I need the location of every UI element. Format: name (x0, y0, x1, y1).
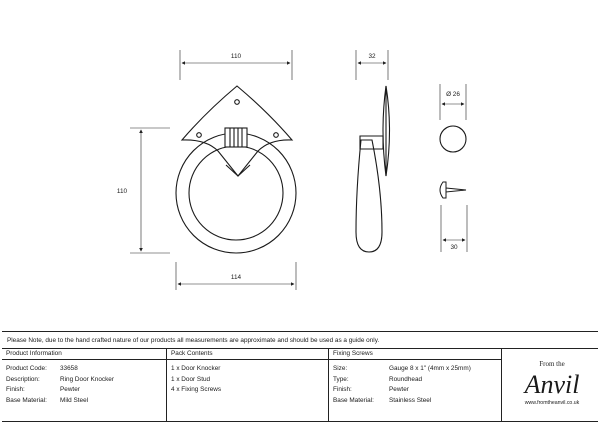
spec-value: Gauge 8 x 1" (4mm x 25mm) (389, 365, 471, 372)
side-view (356, 86, 390, 252)
spec-label: Finish: (333, 386, 352, 393)
spec-label: Product Code: (6, 365, 47, 372)
pack-contents-section (167, 349, 329, 421)
logo-url: www.fromtheanvil.co.uk (524, 400, 580, 406)
dim-stud-diameter: Ø 26 (446, 91, 460, 98)
anvil-logo (502, 349, 598, 422)
spec-value: Mild Steel (60, 396, 89, 404)
pack-item: 4 x Fixing Screws (171, 386, 222, 393)
spec-label: Type: (333, 375, 349, 383)
pack-item: 1 x Door Knocker (171, 365, 221, 372)
fixing-screws-section (329, 349, 502, 421)
dim-width-top: 110 (230, 53, 242, 60)
ring-inner (189, 146, 283, 240)
spec-value: Stainless Steel (389, 396, 432, 404)
spec-row (333, 364, 501, 375)
spec-row (6, 375, 166, 386)
spec-value: 33658 (60, 365, 78, 372)
pack-item: 1 x Door Stud (171, 375, 211, 383)
section-heading: Pack Contents (167, 349, 328, 360)
fixing-screw (440, 182, 466, 198)
side-collar (360, 136, 383, 149)
spec-row (333, 375, 501, 386)
spec-row (6, 364, 166, 375)
spec-label: Finish: (6, 386, 25, 393)
spec-row (333, 396, 501, 407)
product-information-section (2, 349, 167, 421)
spec-label: Description: (6, 375, 40, 383)
side-ring (356, 140, 382, 252)
spec-row (6, 396, 166, 407)
section-heading: Fixing Screws (329, 349, 501, 360)
spec-value: Ring Door Knocker (60, 375, 114, 383)
dim-depth: 32 (368, 53, 376, 60)
dim-screw-length: 30 (450, 244, 458, 251)
specification-table (2, 349, 598, 422)
logo-from-the: From the (539, 360, 565, 368)
section-heading: Product Information (2, 349, 166, 360)
spec-label: Base Material: (333, 396, 374, 404)
stud-dimensions (440, 84, 466, 120)
door-stud (440, 126, 466, 152)
spec-label: Base Material: (6, 396, 47, 404)
ring-collar (225, 128, 247, 147)
spec-value: Pewter (60, 386, 80, 393)
disclaimer-note: Please Note, due to the hand crafted nature of our products all measurements are approximate and should be used as a guide only. (2, 331, 598, 349)
spec-value: Roundhead (389, 375, 423, 383)
logo-wordmark: Anvil (524, 370, 580, 399)
ring-outer (176, 133, 296, 253)
front-view (176, 86, 296, 253)
spec-row (6, 385, 166, 396)
dim-height-left: 110 (116, 188, 128, 195)
spec-row (333, 385, 501, 396)
front-dimensions (130, 50, 296, 290)
spec-value: Pewter (389, 386, 409, 393)
dim-width-ring: 114 (230, 274, 242, 281)
spec-label: Size: (333, 365, 348, 372)
brand-logo-section (502, 349, 598, 421)
